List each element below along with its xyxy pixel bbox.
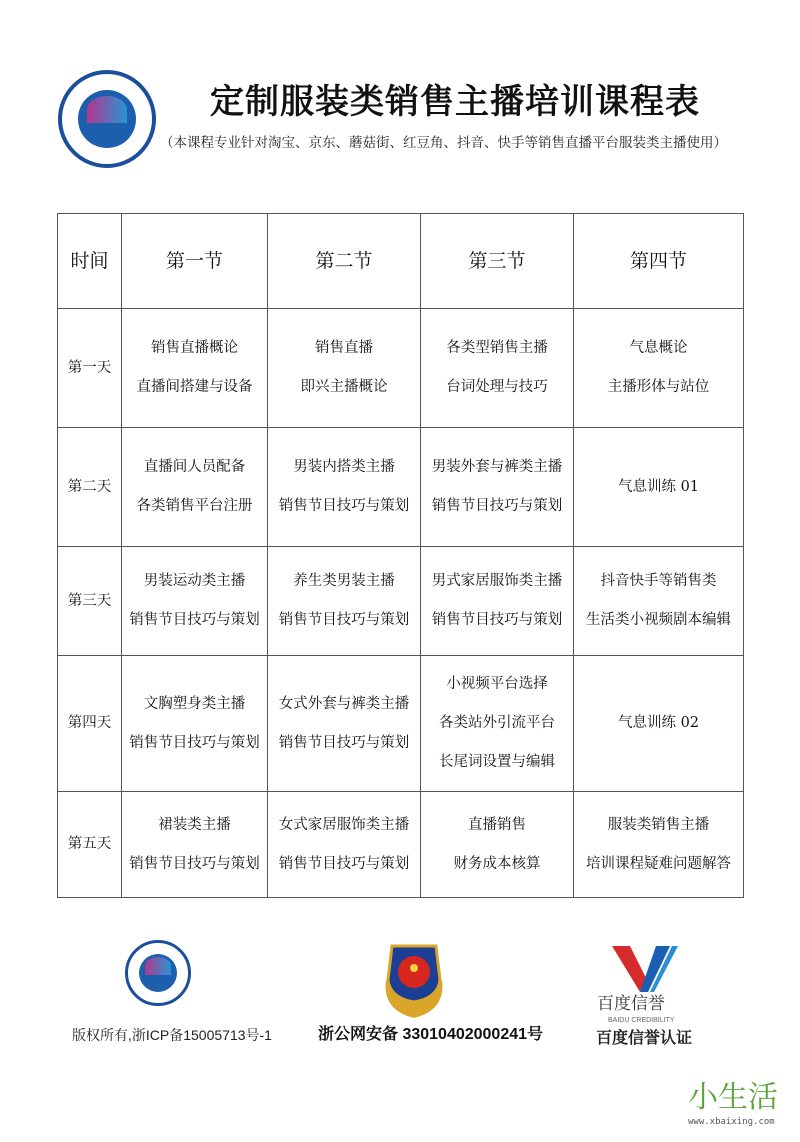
company-logo-footer — [125, 940, 191, 1006]
course-line: 销售节目技巧与策划 — [431, 612, 563, 628]
course-line: 各类销售平台注册 — [136, 498, 253, 514]
baidu-logo-en: BAIDU CREDIBILITY — [608, 1017, 675, 1024]
course-line: 培训课程疑难问题解答 — [586, 855, 731, 872]
course-cell — [268, 656, 421, 792]
course-line: 各类站外引流平台 — [439, 715, 555, 731]
police-emblem-icon — [378, 940, 450, 1020]
course-line: 销售节目技巧与策划 — [129, 612, 260, 628]
course-cell — [122, 547, 268, 656]
course-line: 气息概论 — [629, 340, 688, 356]
watermark-url: www.xbaixing.com — [688, 1117, 775, 1127]
header-session-3: 第三节 — [421, 214, 574, 309]
course-cell — [268, 428, 421, 547]
baidu-cert-text: 百度信誉认证 — [596, 1030, 693, 1047]
course-cell — [574, 428, 744, 547]
course-cell — [122, 309, 268, 428]
course-line: 销售节目技巧与策划 — [278, 612, 410, 628]
course-line: 男装运动类主播 — [143, 573, 246, 589]
course-line: 各类型销售主播 — [446, 340, 548, 356]
course-line: 销售节目技巧与策划 — [278, 498, 410, 514]
course-line: 裙装类主播 — [158, 816, 231, 833]
course-line: 女式家居服饰类主播 — [278, 816, 410, 833]
header-session-2: 第二节 — [268, 214, 421, 309]
course-line: 气息训练 02 — [617, 715, 700, 731]
course-line: 男装外套与裤类主播 — [431, 459, 563, 475]
course-cell — [122, 428, 268, 547]
course-line: 抖音快手等销售类 — [600, 573, 717, 589]
page-title: 定制服装类销售主播培训课程表 — [210, 82, 700, 122]
course-line: 养生类男装主播 — [293, 573, 395, 589]
day-label: 第一天 — [58, 309, 122, 428]
course-cell — [268, 309, 421, 428]
course-line: 销售节目技巧与策划 — [278, 855, 410, 872]
table-row — [58, 792, 744, 898]
course-line: 销售节目技巧与策划 — [278, 734, 410, 751]
course-cell — [122, 656, 268, 792]
course-line: 文胸塑身类主播 — [143, 695, 246, 712]
course-cell — [421, 792, 574, 898]
course-line: 男式家居服饰类主播 — [431, 573, 563, 589]
course-line: 即兴主播概论 — [300, 379, 388, 395]
company-logo — [58, 70, 156, 168]
baidu-credibility-logo — [612, 944, 680, 994]
watermark-text: 小生活 — [688, 1080, 778, 1115]
course-cell — [268, 547, 421, 656]
header-session-4: 第四节 — [574, 214, 744, 309]
police-record-text: 浙公网安备 33010402000241号 — [318, 1026, 544, 1043]
course-line: 男装内搭类主播 — [293, 459, 395, 475]
day-label: 第三天 — [58, 547, 122, 656]
course-line: 销售节目技巧与策划 — [431, 498, 563, 514]
table-row — [58, 656, 744, 792]
course-cell — [421, 428, 574, 547]
course-line: 服装类销售主播 — [607, 816, 710, 833]
course-line: 长尾词设置与编辑 — [439, 754, 555, 770]
table-row — [58, 547, 744, 656]
table-row — [58, 428, 744, 547]
course-line: 主播形体与站位 — [607, 379, 710, 395]
course-line: 台词处理与技巧 — [446, 379, 548, 395]
day-label: 第二天 — [58, 428, 122, 547]
course-line: 直播销售 — [468, 816, 526, 833]
course-cell — [574, 309, 744, 428]
course-line: 财务成本核算 — [453, 855, 541, 872]
course-line: 小视频平台选择 — [446, 676, 548, 692]
course-line: 直播间人员配备 — [143, 459, 246, 475]
day-label: 第五天 — [58, 792, 122, 898]
watermark — [688, 1080, 798, 1128]
day-label: 第四天 — [58, 656, 122, 792]
baidu-logo-cn: 百度信誉 — [597, 994, 665, 1013]
copyright-text: 版权所有,浙ICP备15005713号-1 — [72, 1027, 272, 1043]
course-line: 气息训练 01 — [617, 478, 700, 495]
course-line: 销售直播概论 — [151, 340, 238, 356]
course-line: 直播间搭建与设备 — [136, 379, 253, 395]
course-cell — [574, 792, 744, 898]
page-subtitle: （本课程专业针对淘宝、京东、蘑菇街、红豆角、抖音、快手等销售直播平台服装类主播使用） — [160, 135, 727, 151]
course-cell — [574, 656, 744, 792]
course-cell — [421, 656, 574, 792]
course-line: 销售直播 — [315, 340, 373, 356]
course-cell — [122, 792, 268, 898]
course-cell — [574, 547, 744, 656]
course-line: 女式外套与裤类主播 — [278, 695, 410, 712]
course-line: 销售节目技巧与策划 — [129, 734, 260, 751]
course-schedule-table — [57, 213, 744, 898]
header-time: 时间 — [58, 214, 122, 309]
course-cell — [421, 309, 574, 428]
course-line: 销售节目技巧与策划 — [129, 855, 260, 872]
course-cell — [268, 792, 421, 898]
header-session-1: 第一节 — [122, 214, 268, 309]
course-cell — [421, 547, 574, 656]
course-line: 生活类小视频剧本编辑 — [586, 612, 731, 628]
table-row — [58, 309, 744, 428]
